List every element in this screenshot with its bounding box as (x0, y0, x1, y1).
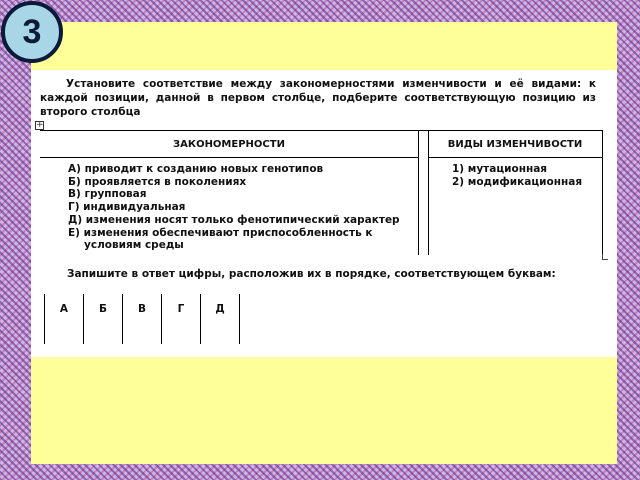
list-item: А) приводит к созданию новых генотипов (68, 163, 324, 175)
list-item: Д) изменения носят только фенотипический характер (68, 213, 400, 226)
patterns-list (68, 163, 418, 252)
list-item: Б) проявляется в поколениях (68, 175, 247, 188)
answer-cell-v[interactable]: В (123, 294, 162, 344)
answer-cell-a[interactable]: А (45, 294, 84, 344)
left-column-header: ЗАКОНОМЕРНОСТИ (40, 131, 418, 158)
list-item: Г) индивидуальная (68, 201, 186, 214)
answer-cell-g[interactable]: Г (162, 294, 201, 344)
question-number-badge: 3 (1, 1, 63, 63)
task-instruction: Установите соответствие между закономерностями изменчивости и её видами: к каждой позиции, данной в первом столбце, подберите соответствующую позицию из второго столбца (40, 78, 596, 118)
list-item: 1) мутационная (452, 163, 548, 175)
table-move-handle-icon[interactable]: + (36, 120, 44, 130)
variability-types-list (452, 163, 602, 188)
table-corner-mark (602, 254, 608, 260)
answer-cell-d[interactable]: Д (201, 294, 240, 344)
answer-grid (44, 294, 240, 344)
list-item: 2) модификационная (452, 175, 583, 188)
list-item: Е) изменения обеспечивают приспособленность к условиям среды (68, 226, 373, 252)
answer-instruction: Запишите в ответ цифры, расположив их в порядке, соответствующем буквам: (67, 268, 556, 280)
matching-table (40, 130, 603, 255)
column-divider (428, 131, 429, 255)
column-divider (418, 131, 419, 255)
list-item: В) групповая (68, 188, 147, 201)
right-column-header: ВИДЫ ИЗМЕНЧИВОСТИ (428, 131, 602, 158)
answer-cell-b[interactable]: Б (84, 294, 123, 344)
